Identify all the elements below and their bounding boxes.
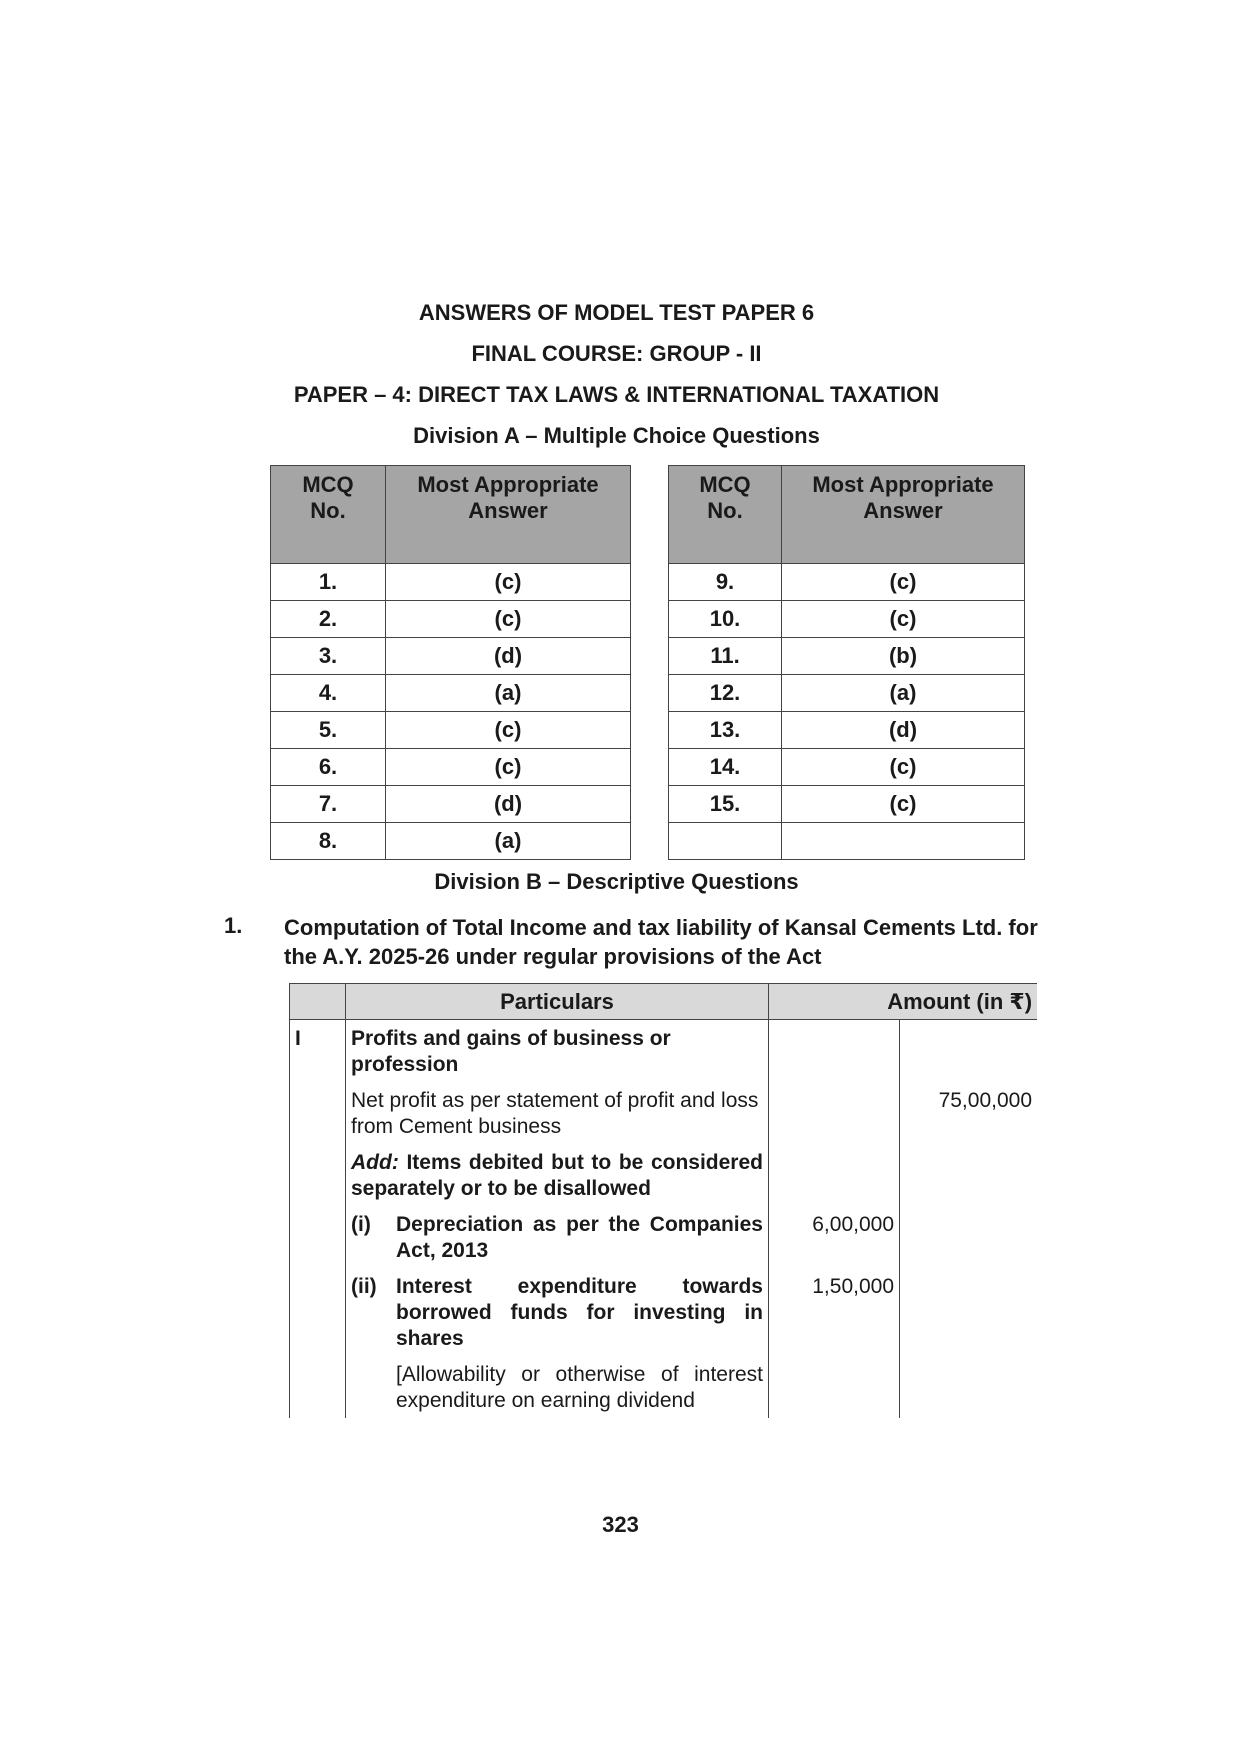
mcq-row — [669, 786, 1025, 823]
item-row — [290, 1206, 1038, 1268]
mcq-row — [669, 675, 1025, 712]
item-text: Interest expenditure towards borrowed funds for investing in shares — [396, 1275, 763, 1350]
mcq-answer: (c) — [782, 564, 1025, 601]
item-text: Depreciation as per the Companies Act, 2013 — [396, 1213, 763, 1262]
mcq-row — [669, 749, 1025, 786]
mcq-number: 7. — [271, 786, 386, 823]
mcq-row — [271, 601, 631, 638]
amount-cell — [900, 1020, 1038, 1083]
note-text: [Allowability or otherwise of interest expenditure on earning dividend — [396, 1363, 763, 1412]
amount-cell — [900, 1206, 1038, 1268]
paper-heading: PAPER – 4: DIRECT TAX LAWS & INTERNATIONAL TAXATION — [293, 382, 940, 407]
mcq-answer: (c) — [386, 564, 631, 601]
add-label: Add: — [351, 1151, 399, 1174]
mcq-number: 14. — [669, 749, 782, 786]
mcq-number: 5. — [271, 712, 386, 749]
sn-header — [290, 984, 346, 1020]
computation-table-wrapper — [289, 983, 1037, 1433]
mcq-number: 10. — [669, 601, 782, 638]
mcq-answer-header: Most Appropriate Answer — [782, 466, 1025, 564]
net-profit-amount: 75,00,000 — [900, 1082, 1038, 1144]
mcq-row — [271, 675, 631, 712]
mcq-number: 13. — [669, 712, 782, 749]
mcq-answer: (c) — [782, 601, 1025, 638]
mcq-number: 2. — [271, 601, 386, 638]
mcq-answer: (d) — [386, 638, 631, 675]
mcq-answer: (d) — [782, 712, 1025, 749]
item-cell — [346, 1206, 769, 1268]
computation-table — [289, 983, 1037, 1418]
mcq-row — [669, 601, 1025, 638]
mcq-answer-header: Most Appropriate Answer — [386, 466, 631, 564]
mcq-answer: (c) — [386, 601, 631, 638]
mcq-row — [271, 712, 631, 749]
section-row — [290, 1020, 1038, 1083]
mcq-row — [669, 564, 1025, 601]
add-text: Items debited but to be considered separately or to be disallowed — [351, 1151, 763, 1200]
mcq-row — [271, 823, 631, 860]
amount-cell — [769, 1020, 900, 1083]
sn-cell — [290, 1356, 346, 1418]
mcq-number: 6. — [271, 749, 386, 786]
mcq-row — [669, 638, 1025, 675]
course-heading: FINAL COURSE: GROUP - II — [471, 341, 762, 366]
mcq-number: 11. — [669, 638, 782, 675]
division-b-heading: Division B – Descriptive Questions — [434, 869, 799, 894]
mcq-number: 3. — [271, 638, 386, 675]
section-title: Profits and gains of business or profession — [346, 1020, 769, 1083]
add-text-cell — [346, 1144, 769, 1206]
particulars-header: Particulars — [346, 984, 769, 1020]
item-label: (ii) — [351, 1275, 377, 1298]
amount-cell — [900, 1268, 1038, 1356]
amount-cell — [769, 1082, 900, 1144]
page-number: 323 — [602, 1512, 639, 1537]
mcq-row — [271, 564, 631, 601]
mcq-row — [669, 823, 1025, 860]
amount-cell — [769, 1356, 900, 1418]
mcq-number — [669, 823, 782, 860]
mcq-row — [271, 749, 631, 786]
net-profit-text: Net profit as per statement of profit and loss from Cement business — [346, 1082, 769, 1144]
computation-header-row — [290, 984, 1038, 1020]
sn-cell — [290, 1268, 346, 1356]
sn-cell — [290, 1206, 346, 1268]
mcq-table-right — [668, 465, 1025, 860]
mcq-answer: (c) — [386, 749, 631, 786]
mcq-table-left — [270, 465, 631, 860]
sn-cell — [290, 1144, 346, 1206]
mcq-answer: (c) — [782, 786, 1025, 823]
item-label: (i) — [351, 1213, 371, 1236]
section-number: I — [290, 1020, 346, 1083]
mcq-answer: (d) — [386, 786, 631, 823]
add-row — [290, 1144, 1038, 1206]
mcq-answer: (c) — [386, 712, 631, 749]
mcq-number: 4. — [271, 675, 386, 712]
mcq-answer: (a) — [386, 823, 631, 860]
item-cell — [346, 1268, 769, 1356]
main-heading: ANSWERS OF MODEL TEST PAPER 6 — [418, 300, 815, 325]
mcq-number: 15. — [669, 786, 782, 823]
mcq-no-header: MCQ No. — [271, 466, 386, 564]
amount-cell — [769, 1144, 900, 1206]
division-a-heading: Division A – Multiple Choice Questions — [413, 423, 820, 448]
mcq-header-row — [669, 466, 1025, 564]
question-title: Computation of Total Income and tax liability of Kansal Cements Ltd. for the A.Y. 2025-26 under regular provisions of the Act — [284, 915, 1038, 969]
mcq-number: 8. — [271, 823, 386, 860]
mcq-answer: (a) — [386, 675, 631, 712]
net-profit-row — [290, 1082, 1038, 1144]
question-number: 1. — [224, 913, 243, 938]
amount-cell — [900, 1356, 1038, 1418]
sn-cell — [290, 1082, 346, 1144]
mcq-row — [271, 786, 631, 823]
mcq-header-row — [271, 466, 631, 564]
mcq-no-header: MCQ No. — [669, 466, 782, 564]
item-amount: 1,50,000 — [769, 1268, 900, 1356]
mcq-answer — [782, 823, 1025, 860]
mcq-answer: (c) — [782, 749, 1025, 786]
mcq-number: 9. — [669, 564, 782, 601]
note-cell — [346, 1356, 769, 1418]
amount-header: Amount (in ₹) — [769, 984, 1038, 1020]
mcq-number: 1. — [271, 564, 386, 601]
mcq-row — [271, 638, 631, 675]
mcq-answer: (a) — [782, 675, 1025, 712]
mcq-row — [669, 712, 1025, 749]
item-amount: 6,00,000 — [769, 1206, 900, 1268]
note-row — [290, 1356, 1038, 1418]
amount-cell — [900, 1144, 1038, 1206]
item-row — [290, 1268, 1038, 1356]
mcq-answer: (b) — [782, 638, 1025, 675]
mcq-number: 12. — [669, 675, 782, 712]
